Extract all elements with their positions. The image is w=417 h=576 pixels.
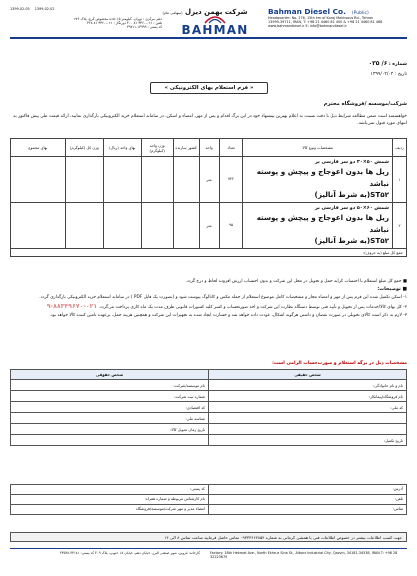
item-spec-line1: شمش ۶۰×۵۰ دو سر فارسی بر — [314, 206, 390, 212]
field-mobile[interactable]: تماس: — [209, 505, 407, 515]
note-item: ۱- اسکن تکمیل شده این فرم پس از مهر و امضاء مجاز و مشخصات کامل موضوع استعلام از جمله مکس و کاتالوگ پیوست شود و (بصورت یک فایل PDF ) در سامانه استعلام خرید الکترونیکی بارگذاری گردد. — [39, 295, 407, 301]
total-words-label[interactable]: جمع کل مبلغ (به حروف): — [11, 249, 407, 257]
top-date-2: 1399-02-02 — [34, 7, 55, 11]
factory-address-en: Factory: 18th Hekmat Ave., North Ekhe-e Sina St., Alborz Industrial City, Qazvin, 34181-34538, IRAN T: +98 28 32223670 — [210, 551, 398, 559]
factory-address-fa: کارخانه: قزوین، شهر صنعتی البرز، خیابان دهم، خیابان ۱۸ جنوبی، پلاک ۳۰۹ کد پستی: ۳۴۱۸۱-۳۴۵۳۸ — [60, 551, 200, 555]
field-address[interactable]: آدرس: — [209, 485, 407, 495]
notes-bullet: ■ جمع کل مبلغ استعلام با احتساب کرایه حمل و تحویل در محل این شرکت و بدون احتساب ارزش افزوده لحاظ و درج گردد. — [185, 279, 407, 284]
company-type-en: (Public) — [351, 11, 369, 16]
note-item: ۳- لازم به ذکر است کالای تحویلی در صورت نقصان و داشتن هرگونه اشکال، عودت داده خواهد شد و خسارت ایجاد شده به تجهیزات این شرکت و همچنین هزینه حمل، برعهده تامین کننده کالا خواهد بود. — [49, 312, 407, 318]
field-blank-1[interactable] — [209, 413, 407, 424]
technical-contact-bar: جهت کسب اطلاعات بیشتر در خصوص اطلاعات فنی با همشی کرمانی به شماره ۰۹۳۳۳۶۶۲۸۵۴ تماس حاصل فرمایید ساعت تماس ۸ الی ۱۴ — [10, 532, 407, 542]
row-description — [243, 203, 393, 249]
contact-en: 13999-39711, IRAN, T: +98 21 4460 81 400 & +98 21 4460 81 468 — [268, 19, 383, 24]
required-info-heading: مشخصات ذیل در برگه استعلام و صورت‌حساب الزامی است: — [272, 361, 407, 366]
row-origin[interactable] — [173, 157, 199, 203]
date-value: ۱۳۹۹/۰۲/۰۲ — [370, 71, 394, 77]
company-type-fa: (سهامی عام) — [162, 11, 183, 15]
recipient-line: شرکت/موسسه /فروشگاه محترم — [323, 101, 407, 107]
letter-date — [312, 72, 407, 78]
date-label: تاریخ : — [394, 71, 407, 77]
row-total-weight[interactable] — [65, 203, 103, 249]
note-item-text: ۲- کل بهای کالا/خدمات پس از تحویل و تأیید فنی توسط دستگاه نظارت این شرکت و اخذ صورتحساب و کسر کلیه کسورات قانونی ظرف مدت یک ماه کاری پرداخت می‌گردد. — [98, 305, 407, 311]
row-unit-price[interactable] — [103, 203, 141, 249]
contact-sign-table — [10, 484, 407, 515]
col-unit-price: بهای واحد (ریال) — [103, 139, 141, 157]
row-qty: ۹۵ — [219, 203, 243, 249]
notes-heading-text: توضیحات: — [377, 287, 401, 293]
field-national-id[interactable]: شناسه ملی: — [11, 413, 209, 424]
field-economic-code[interactable]: کد اقتصادی: — [11, 402, 209, 413]
field-completion-date[interactable]: تاریخ تکمیل: — [209, 435, 407, 446]
row-index: ۱ — [393, 157, 407, 203]
field-phone[interactable]: تلفن: — [209, 495, 407, 505]
note-item — [10, 302, 407, 312]
row-origin[interactable] — [173, 203, 199, 249]
row-unit-price[interactable] — [103, 157, 141, 203]
field-national-code[interactable]: کد ملی: — [209, 402, 407, 413]
letter-number — [312, 60, 407, 68]
field-delivery-date[interactable]: تاریخ زمان تحویل کالا: — [11, 424, 209, 435]
top-dates — [10, 8, 70, 12]
field-blank-2[interactable] — [209, 424, 407, 435]
col-total-price: بهای مجموع — [11, 139, 66, 157]
address-fa-block — [12, 18, 162, 30]
field-postal-code[interactable]: کد پستی: — [11, 485, 209, 495]
total-row — [11, 249, 407, 257]
number-label: شماره : — [388, 62, 407, 67]
notes-heading: ■ توضیحات: — [377, 287, 407, 293]
item-spec-line2: ریل ها بدون اعوجاج و پیچش و پوسته نباشد — [256, 213, 390, 234]
field-expert-name[interactable]: نام کارشناس مربوطه و شماره همراه: — [11, 495, 209, 505]
col-description: مشخصات ونوع کالا — [243, 139, 393, 157]
row-total-price[interactable] — [11, 203, 66, 249]
col-origin: کشور سازنده — [173, 139, 199, 157]
address-fa: دفتر مرکزی : تهران، کیلومتر ۱۵ جاده مخصوص کرج، پلاک ۲۷۶ — [73, 17, 162, 21]
top-date-1: 1399-02-05 — [10, 7, 30, 11]
field-registration-number[interactable]: شماره ثبت شرکت: — [11, 391, 209, 402]
row-unit-weight[interactable] — [141, 203, 173, 249]
table-row — [11, 203, 407, 249]
supplier-info-table — [10, 369, 407, 446]
col-total-weight: وزن کل (کیلوگرم) — [65, 139, 103, 157]
col-unit-weight: وزن واحد (کیلوگرم) — [141, 139, 173, 157]
table-row — [11, 157, 407, 203]
phone-stamp: ۰۲۱-۸۸۳۴۹۶۷۰-۹ — [46, 303, 98, 311]
item-spec-line1: شمش ۵۰×۳۰ دو سر فارسی بر — [314, 160, 390, 166]
footer-divider — [10, 548, 407, 549]
bahman-logo — [170, 18, 260, 37]
col-qty: تعداد — [219, 139, 243, 157]
col-unit: واحد — [199, 139, 219, 157]
real-person-header: شخص حقیقی — [209, 370, 407, 380]
letterhead — [10, 6, 407, 54]
company-name-en-text: Bahman Diesel Co. — [268, 7, 346, 16]
row-description — [243, 157, 393, 203]
items-header-row — [11, 139, 407, 157]
form-title: « فرم استعلام بهای الکترونیکی » — [150, 82, 268, 94]
field-blank-3[interactable] — [11, 435, 209, 446]
row-total-price[interactable] — [11, 157, 66, 203]
field-full-name[interactable]: نام و نام خانوادگی: — [209, 380, 407, 391]
company-name-fa-text: شرکت بهمن دیزل — [185, 8, 248, 16]
web-en: www.bahmandiesel.ir E: info@bahmandiesel.ir — [268, 23, 347, 28]
item-spec-line3: ST۵۲(به شرط آنالیز) — [314, 235, 390, 245]
row-qty: ۷۴۲ — [219, 157, 243, 203]
row-unit: متر — [199, 203, 219, 249]
item-spec-line2: ریل ها بدون اعوجاج و پیچش و پوسته نباشد — [256, 167, 390, 188]
field-signature[interactable]: امضاء مدیر و مهر شرکت/موسسه/فروشگاه — [11, 505, 209, 515]
address-en-block — [268, 17, 407, 29]
field-company-name[interactable]: نام موسسه/شرکت: — [11, 380, 209, 391]
row-index: ۲ — [393, 203, 407, 249]
notes-bullet-text: جمع کل مبلغ استعلام با احتساب کرایه حمل و تحویل در محل این شرکت و بدون احتساب ارزش افزوده لحاظ و درج گردد. — [185, 279, 402, 284]
number-value: ۶/ ۰۳۵ — [368, 60, 388, 67]
postal-fa: کد پستی : ۱۳۹۹۹-۳۹۷۱۱ — [126, 24, 162, 29]
letter-meta — [312, 60, 407, 81]
company-name-en — [268, 7, 407, 16]
field-store-name[interactable]: نام فروشگاه/پیمانکار: — [209, 391, 407, 402]
items-table — [10, 138, 407, 257]
logo-wordmark: BAHMAN — [181, 23, 249, 37]
contact-fa: تلفن : ۰۲۱-۴۴۶۰ ۸۱ ۴۰۰ دورنگار : ۰۲۱-۴۴۶۰ ۸۱ ۴۶۸ — [87, 20, 162, 25]
header-divider — [10, 37, 407, 39]
row-unit-weight[interactable] — [141, 157, 173, 203]
row-unit: متر — [199, 157, 219, 203]
intro-paragraph: خواهشمند است ضمن مطالعه شرایط ذیل با دقت نسبت به اعلام بهترین پیشنهاد خود در این برگ اقدام و پس از مهر، امضاء و اسکن، در سامانه استعلام خرید الکترونیکی بارگذاری نمایید، ارائه قیمت طی پیش فاکتور به انتهای مورد قبول نمی‌باشد. — [13, 114, 407, 126]
address-en: Headquarter: No. 276, 15th km of Karaj Makhsous Rd., Tehran — [268, 16, 374, 20]
notes-section — [10, 279, 407, 320]
row-total-weight[interactable] — [65, 157, 103, 203]
item-spec-line3: ST۵۲(به شرط آنالیز) — [314, 189, 390, 199]
legal-person-header: شخص حقوقی — [11, 370, 209, 380]
col-index: ردیف — [393, 139, 407, 157]
